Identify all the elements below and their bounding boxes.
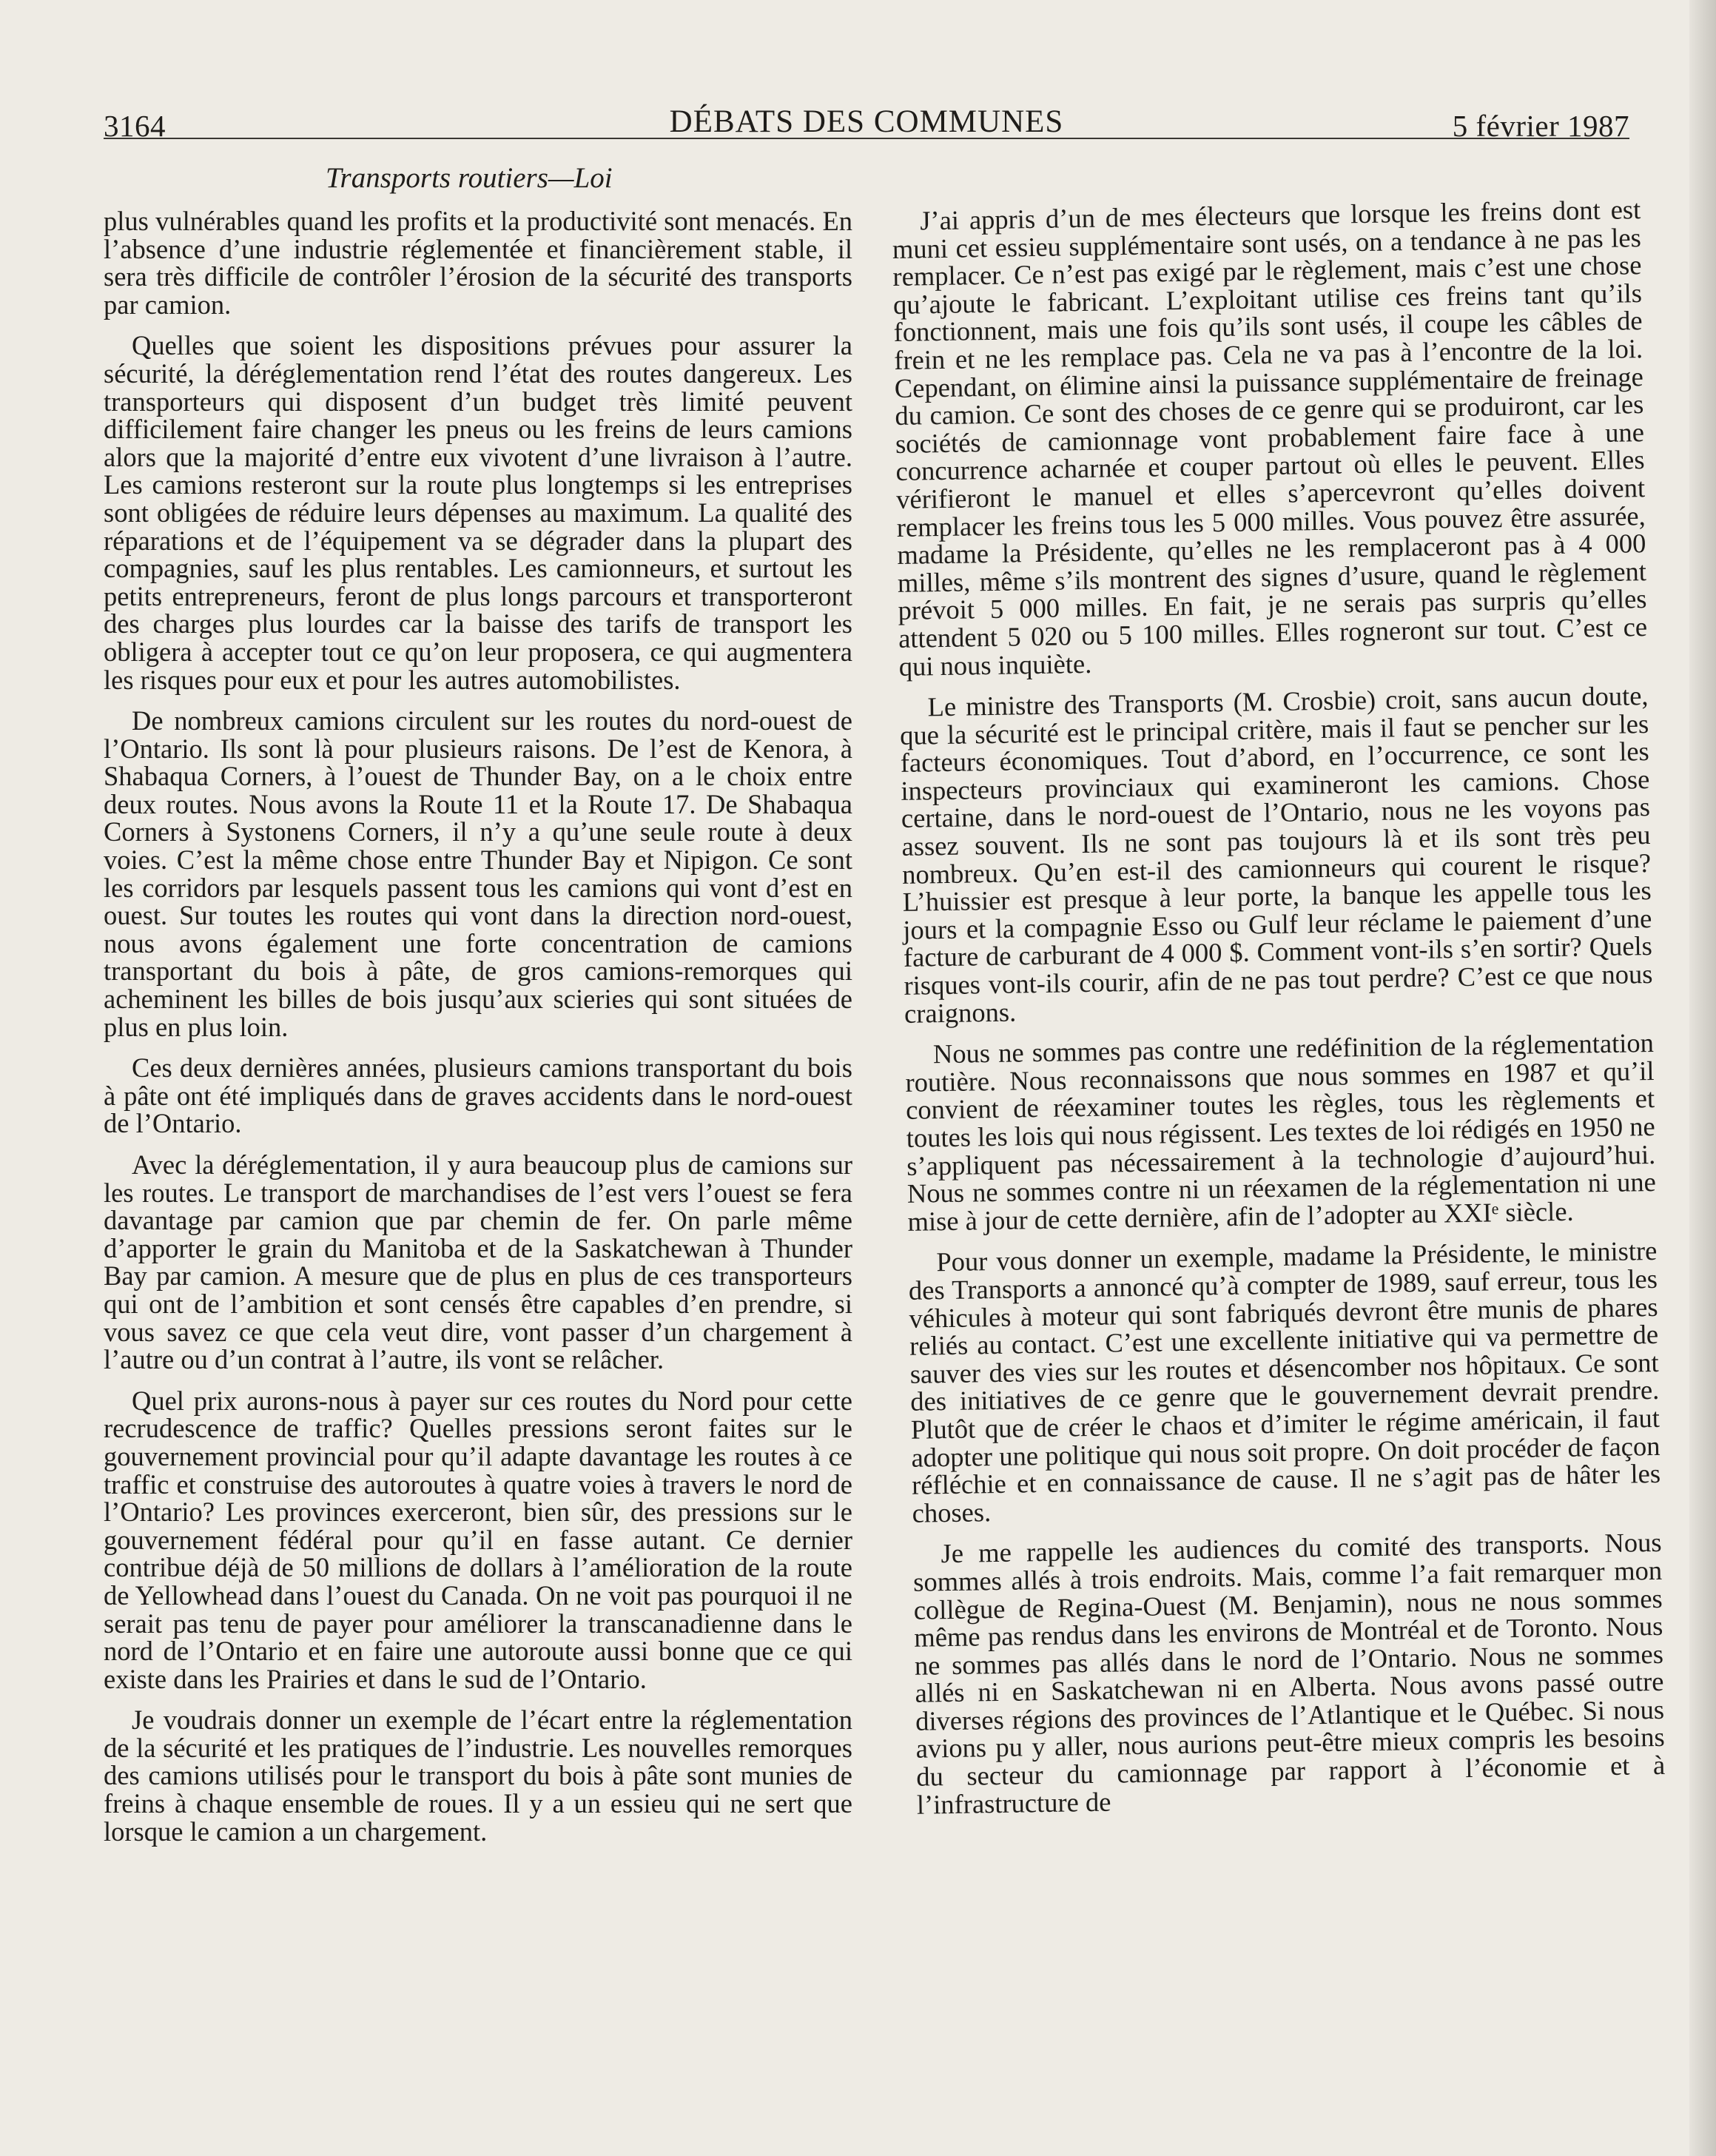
page-number: 3164 <box>104 109 166 143</box>
paragraph: J’ai appris d’un de mes électeurs que lorsque les freins dont est muni cet essieu supplémentaire sont usés, on a tendance à ne pas les remplacer. Ce n’est pas exigé par le règlement, mais c’est une chose qu’ajoute le fabricant. L’exploitant utilise ces freins tant qu’ils fonctionnent, mais une fois qu’ils sont usés, il coupe les câbles de frein et ne les remplace pas. Cela ne va pas à l’encontre de la loi. Cependant, on élimine ainsi la puissance supplémentaire de freinage du camion. Ce sont des choses de ce genre qui se produiront, car les sociétés de camionnage vont probablement faire face à une concurrence acharnée et couper partout où elles le peuvent. Elles vérifieront le manuel et elles s’apercevront qu’elles doivent remplacer les freins tous les 5 000 milles. Vous pouvez être assurée, madame la Présidente, qu’elles ne les remplaceront pas à 4 000 milles, même s’ils montrent des signes d’usure, quand le règlement prévoit 5 000 milles. En fait, je ne serais pas surpris qu’elles attendent 5 020 ou 5 100 milles. Elles rogneront sur tout. C’est ce qui nous inquiète. <box>892 194 1648 682</box>
paragraph: Ces deux dernières années, plusieurs camions transportant du bois à pâte ont été impliqués dans de graves accidents dans le nord-ouest de l’Ontario. <box>104 1052 852 1139</box>
paragraph: De nombreux camions circulent sur les routes du nord-ouest de l’Ontario. Ils sont là pour plusieurs raisons. De l’est de Kenora, à Shabaqua Corners, à l’ouest de Thunder Bay, on a le choix entre deux routes. Nous avons la Route 11 et la Route 17. De Shabaqua Corners à Systonens Corners, il n’y a qu’une seule route à deux voies. C’est la même chose entre Thunder Bay et Nipigon. Ce sont les corridors par lesquels passent tous les camions qui vont d’est en ouest. Sur toutes les routes qui vont dans la direction nord-ouest, nous avons également une forte concentration de camions transportant du bois à pâte, de gros camions-remorques qui acheminent les billes de bois jusqu’aux scieries qui sont situées de plus en plus loin. <box>104 705 852 1042</box>
paragraph: Quelles que soient les dispositions prévues pour assurer la sécurité, la déréglementation rend l’état des routes dangereux. Les transporteurs qui disposent d’un budget très limité peuvent difficilement faire changer les pneus ou les freins de leurs camions alors que la majorité d’entre eux vivotent d’une livraison à l’autre. Les camions resteront sur la route plus longtemps si les entreprises sont obligées de réduire leurs dépenses au maximum. La qualité des réparations et de l’équipement va se dégrader dans la plupart des compagnies, sauf les plus rentables. Les camionneurs, et surtout les petits entrepreneurs, feront de plus longs parcours et transporteront des charges plus lourdes car la baisse des tarifs de transport les obligera à accepter tout ce qu’on leur proposera, ce qui augmentera les risques pour eux et pour les autres automobilistes. <box>104 330 852 695</box>
page-edge-shadow <box>1689 0 1716 2156</box>
paragraph: Quel prix aurons-nous à payer sur ces routes du Nord pour cette recrudescence de traffic? Quelles pressions seront faites sur le gouvernement provincial pour qu’il adapte davantage les routes à ce traffic et construise des autoroutes à quatre voies à travers le nord de l’Ontario? Les provinces exerceront, bien sûr, des pressions sur le gouvernement fédéral pour qu’il en fasse autant. Ce dernier contribue déjà de 50 millions de dollars à l’amélioration de la route de Yellowhead dans l’ouest du Canada. On ne voit pas pourquoi il ne serait pas tenu de payer pour améliorer la transcanadienne dans le nord de l’Ontario et en faire une autoroute aussi bonne que ce qui existe dans les Prairies et dans le sud de l’Ontario. <box>104 1385 852 1694</box>
right-column <box>892 195 1666 1832</box>
page-header <box>104 104 1629 148</box>
paragraph: Le ministre des Transports (M. Crosbie) croit, sans aucun doute, que la sécurité est le principal critère, mais il faut se pencher sur les facteurs économiques. Tout d’abord, en l’occurrence, ce sont les inspecteurs provinciaux qui examineront les camions. Chose certaine, dans le nord-ouest de l’Ontario, nous ne les voyons pas assez souvent. Ils ne sont pas toujours là et ils sont très peu nombreux. Qu’en est-il des camionneurs qui courent le risque? L’huissier est presque à leur porte, la banque les appelle tous les jours et la compagnie Esso ou Gulf leur réclame le paiement d’une facture de carburant de 4 000 $. Comment vont-ils s’en sortir? Quels risques vont-ils courir, afin de ne pas tout perdre? C’est ce que nous craignons. <box>899 680 1653 1029</box>
issue-date: 5 février 1987 <box>1452 109 1629 143</box>
paragraph: Nous ne sommes pas contre une redéfinition de la réglementation routière. Nous reconnaissons que nous sommes en 1987 et qu’il convient de réexaminer toutes les règles, tous les règlements et toutes les lois qui nous régissent. Les textes de loi rédigés en 1950 ne s’appliquent pas nécessairement à la technologie d’aujourd’hui. Nous ne sommes contre ni un réexamen de la réglementation ni une mise à jour de cette dernière, afin de l’adopter au XXIᵉ siècle. <box>905 1027 1657 1237</box>
paragraph: Pour vous donner un exemple, madame la Présidente, le ministre des Transports a annoncé qu’à compter de 1989, sauf erreur, tous les véhicules à moteur qui sont fabriqués devront être munis de phares reliés au contact. C’est une excellente initiative qui va permettre de sauver des vies sur les routes et désencomber nos hôpitaux. Ce sont des initiatives de ce genre que le gouvernement devrait prendre. Plutôt que de créer le chaos et d’imiter le régime américain, il faut adopter une politique qui nous soit propre. On doit procéder de façon réfléchie et en connaissance de cause. Il ne s’agit pas de hâter les choses. <box>908 1235 1661 1528</box>
paragraph: Je voudrais donner un exemple de l’écart entre la réglementation de la sécurité et les pratiques de l’industrie. Les nouvelles remorques des camions utilisés pour le transport du bois à pâte sont munies de freins à chaque ensemble de roues. Il y a un essieu qui ne sert que lorsque le camion a un chargement. <box>104 1705 852 1847</box>
paragraph: Je me rappelle les audiences du comité des transports. Nous sommes allés à trois endroits. Mais, comme l’a fait remarquer mon collègue de Regina-Ouest (M. Benjamin), nous ne nous sommes même pas rendus dans les environs de Montréal et de Toronto. Nous ne sommes pas allés dans le nord de l’Ontario. Nous ne sommes allés ni en Saskatchewan ni en Alberta. Nous avons passé outre diverses régions des provinces de l’Atlantique et le Québec. Si nous avions pu y aller, nous aurions peut-être mieux compris les besoins du secteur du camionnage par rapport à l’économie et à l’infrastructure de <box>912 1527 1666 1820</box>
header-rule <box>104 138 1629 139</box>
section-title: Transports routiers—Loi <box>326 162 613 194</box>
journal-title: DÉBATS DES COMMUNES <box>669 104 1064 139</box>
paragraph: plus vulnérables quand les profits et la productivité sont menacés. En l’absence d’une industrie réglementée et financièrement stable, il sera très difficile de contrôler l’érosion de la sécurité des transports par camion. <box>104 206 852 320</box>
left-column <box>104 207 852 1858</box>
paragraph: Avec la déréglementation, il y aura beaucoup plus de camions sur les routes. Le transport de marchandises de l’est vers l’ouest se fera davantage par camion que par chemin de fer. On parle même d’apporter le grain du Manitoba et de la Saskatchewan à Thunder Bay par camion. A mesure que de plus en plus de ces transporteurs qui ont de l’ambition et sont censés être capables d’en prendre, si vous savez ce que cela veut dire, vont passer d’un chargement à l’autre ou d’un contrat à l’autre, ils vont se relâcher. <box>104 1149 852 1375</box>
